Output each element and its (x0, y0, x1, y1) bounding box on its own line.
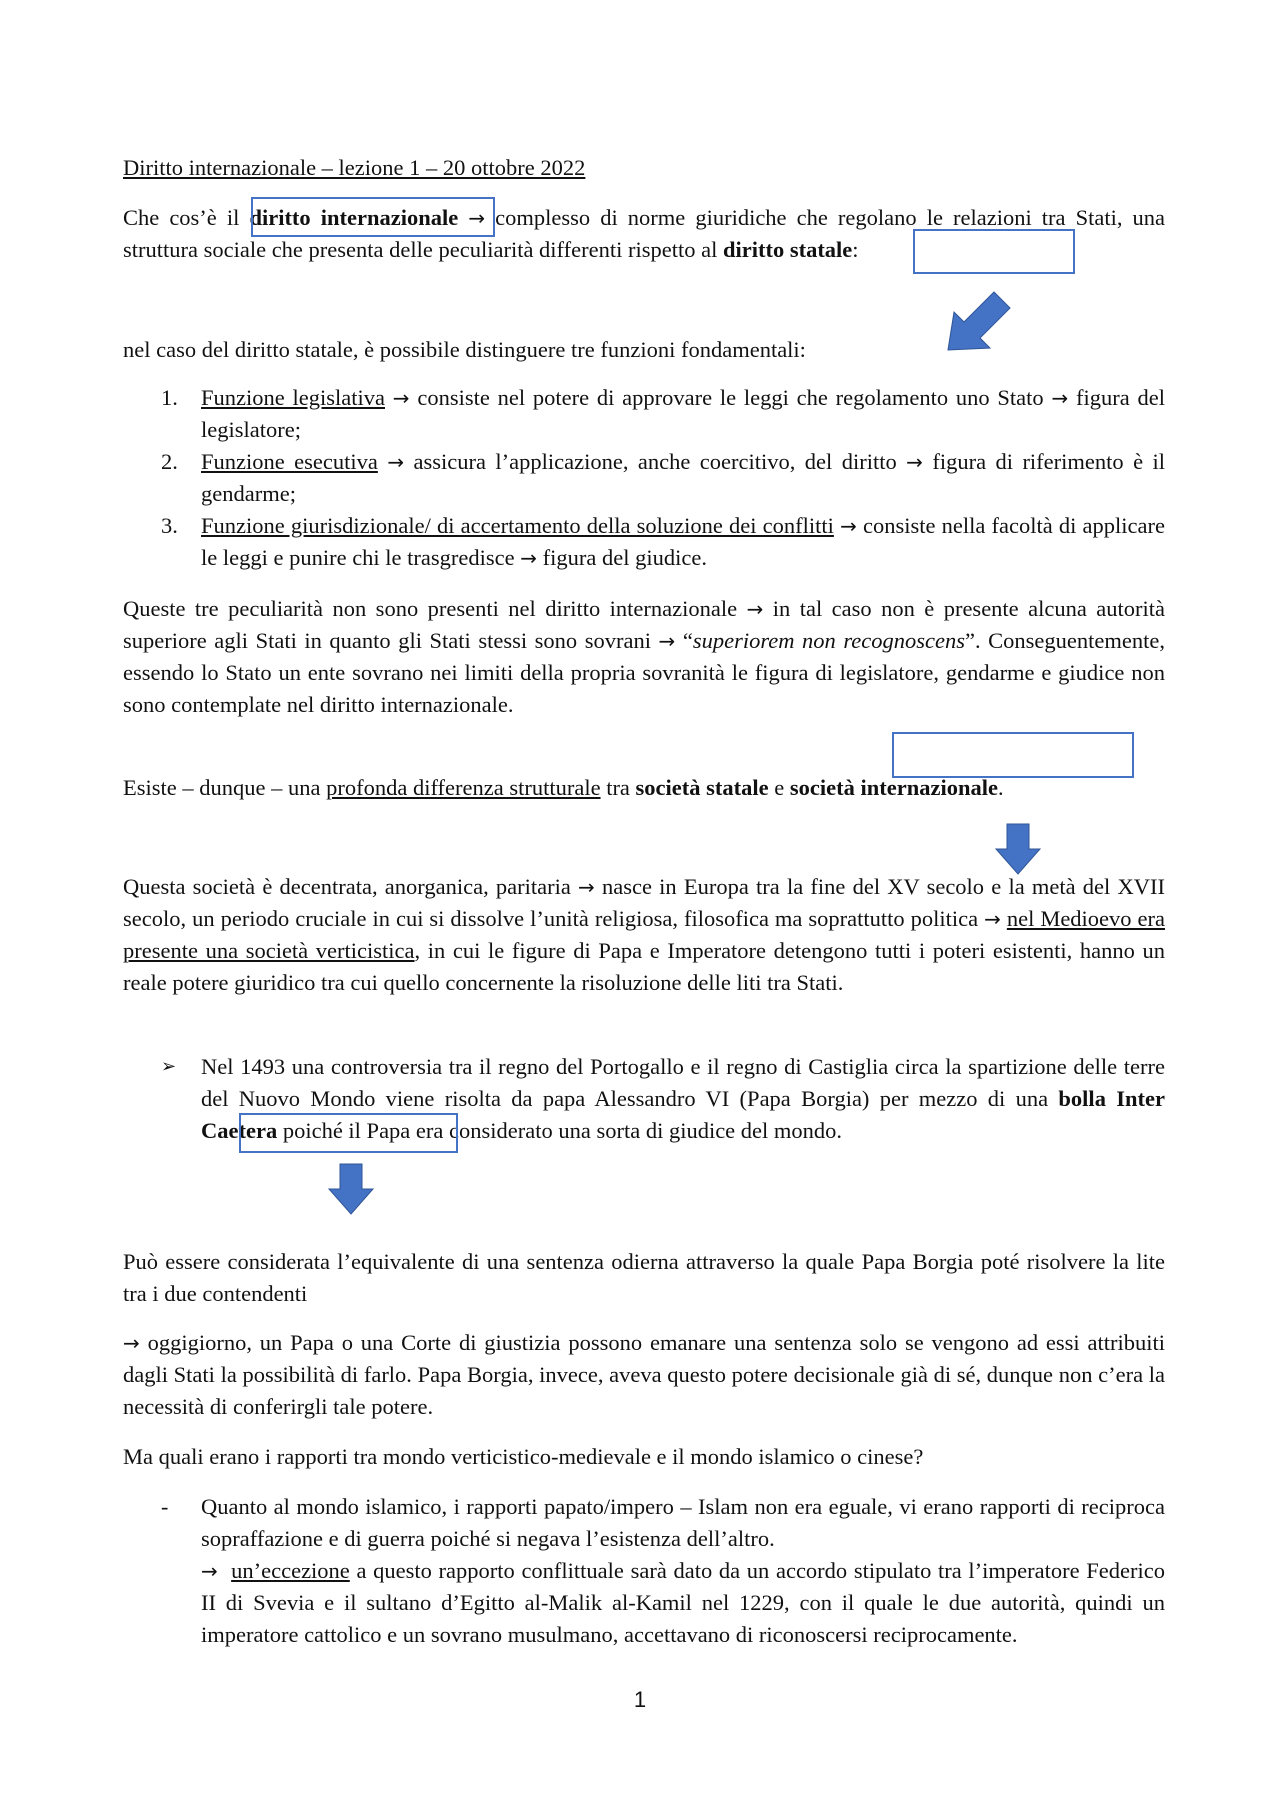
bullet-inter-caetera: ➢ Nel 1493 una controversia tra il regno del Portogallo e il regno di Castiglia circa la spartizione delle terre del Nuovo Mondo viene risolta da papa Alessandro VI (Papa Borgia) per mezzo di una bolla Inter Caetera poiché il Papa era considerato una sorta di giudice del mondo. (123, 1051, 1165, 1147)
term-diritto-internazionale: diritto internazionale (249, 205, 459, 230)
list-item: 3. Funzione giurisdizionale/ di accertamento della soluzione dei conflitti → consiste nella facoltà di applicare le leggi e punire chi le trasgredisce → figura del giudice. (161, 513, 1165, 570)
page-number: 1 (633, 1687, 647, 1712)
paragraph-oggigiorno: → oggigiorno, un Papa o una Corte di giustizia possono emanare una sentenza solo se vengono ad essi attribuiti dagli Stati la possibilità di farlo. Papa Borgia, invece, aveva questo potere decisionale già di sé, dunque non c’era la necessità di conferirgli tale potere. (123, 1330, 1165, 1419)
term-bolla-inter-caetera: bolla Inter Caetera (201, 1086, 1165, 1143)
function-name: Funzione legislativa (201, 385, 385, 410)
paragraph-societa: Questa società è decentrata, anorganica, paritaria → nasce in Europa tra la fine del XV secolo e la metà del XVII secolo, un periodo cruciale in cui si dissolve l’unità religiosa, filosofica ma soprattutto politica → nel Medioevo era presente una società verticistica, in cui le figure di Papa e Imperatore detengono tutti i poteri esistenti, hanno un reale potere giuridico tra cui quello concernente la risoluzione delle liti tra Stati. (123, 874, 1165, 995)
annotation-box-diritto-statale (913, 229, 1075, 274)
arrow-icon: → (392, 386, 410, 410)
annotation-box-diritto-internazionale (251, 197, 495, 237)
paragraph-definition: Che cos’è il diritto internazionale → complesso di norme giuridiche che regolano le relazioni tra Stati, una struttura sociale che presenta delle peculiarità differenti rispetto al diritto statale: (123, 205, 1166, 262)
list-item: 2. Funzione esecutiva → assicura l’applicazione, anche coercitivo, del diritto → figura di riferimento è il gendarme; (161, 449, 1165, 506)
arrow-icon: → (578, 875, 595, 899)
arrow-icon: → (468, 206, 486, 230)
arrow-icon: → (1051, 386, 1069, 410)
arrow-icon: → (984, 907, 1001, 931)
paragraph-domanda: Ma quali erano i rapporti tra mondo verticistico-medievale e il mondo islamico o cinese? (123, 1444, 924, 1469)
arrow-icon: → (906, 450, 923, 474)
arrow-icon: → (746, 597, 764, 621)
paragraph-funzioni-intro: nel caso del diritto statale, è possibile distinguere tre funzioni fondamentali: (123, 337, 806, 362)
arrow-icon: → (658, 629, 676, 653)
bullet-mondo-islamico: - Quanto al mondo islamico, i rapporti papato/impero – Islam non era eguale, vi erano rapporti di reciproca sopraffazione e di guerra poiché si negava l’esistenza dell’altro. → un’eccezione a questo rapporto conflittuale sarà dato da un accordo stipulato tra l’imperatore Federico II di Svevia e il sultano d’Egitto al-Malik al-Kamil nel 1229, con il quale le due autorità, quindi un imperatore cattolico e un sovrano musulmano, accettavano di riconoscersi reciprocamente. (123, 1491, 1165, 1651)
paragraph-peculiarita: Queste tre peculiarità non sono presenti nel diritto internazionale → in tal caso non è presente alcuna autorità superiore agli Stati in quanto gli Stati stessi sono sovrani → “superiorem non recognoscens”. Conseguentemente, essendo lo Stato un ente sovrano nei limiti della propria sovranità le figura di legislatore, gendarme e giudice non sono contemplate nel diritto internazionale. (123, 596, 1165, 717)
lesson-title: Diritto internazionale – lezione 1 – 20 ottobre 2022 (123, 155, 586, 180)
functions-list (123, 382, 1165, 574)
function-name: Funzione giurisdizionale/ di accertamento della soluzione dei conflitti (201, 513, 834, 538)
arrow-icon: → (520, 546, 538, 570)
term-diritto-statale: diritto statale (722, 237, 853, 262)
bullet-arrow-icon: ➢ (161, 1056, 177, 1077)
annotation-box-empty (892, 732, 1134, 778)
down-arrow-icon (995, 823, 1041, 875)
annotation-box-mezzo-di-una (239, 1113, 458, 1153)
arrow-icon: → (387, 450, 405, 474)
arrow-icon: → (123, 1331, 140, 1355)
arrow-icon: → (201, 1559, 218, 1583)
diagonal-arrow-icon (944, 288, 1014, 352)
list-item: 1. Funzione legislativa → consiste nel potere di approvare le leggi che regolamento uno Stato → figura del legislatore; (161, 385, 1165, 442)
paragraph-differenza: Esiste – dunque – una profonda differenza strutturale tra società statale e società internazionale. (123, 775, 1004, 800)
function-name: Funzione esecutiva (201, 449, 378, 474)
arrow-icon: → (840, 514, 857, 538)
bullet-dash: - (161, 1494, 169, 1519)
term-societa-internazionale: società internazionale (789, 775, 998, 800)
down-arrow-icon (328, 1163, 374, 1215)
paragraph-sentenza: Può essere considerata l’equivalente di una sentenza odierna attraverso la quale Papa Borgia poté risolvere la lite tra i due contendenti (123, 1249, 1165, 1306)
